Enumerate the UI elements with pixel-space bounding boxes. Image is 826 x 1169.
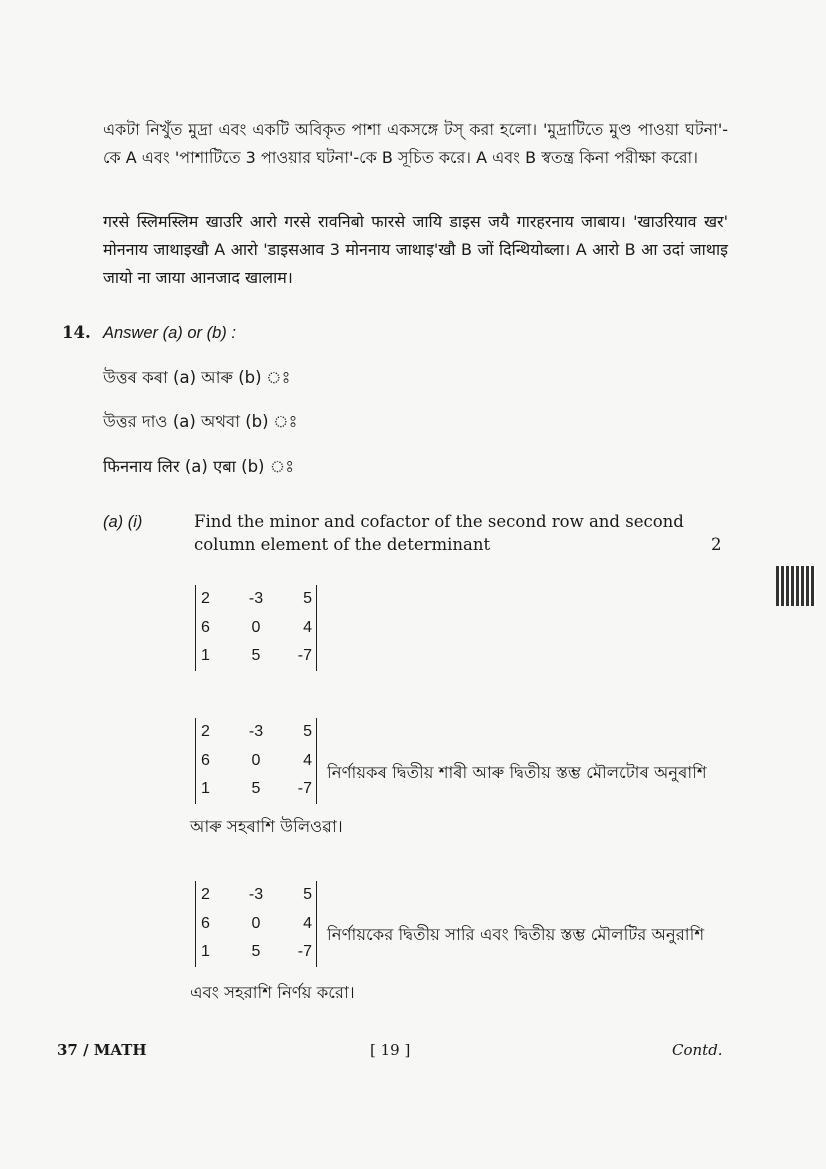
question-assamese-line1: নিৰ্ণায়কৰ দ্বিতীয় শাৰী আৰু দ্বিতীয় স্তম্ভ মৌলটোৰ অনুৰাশি xyxy=(327,763,707,782)
cell: -3 xyxy=(248,886,264,904)
instruction-bodo: फिननाय लिर (a) एबा (b) ঃ xyxy=(103,457,294,476)
cell: -3 xyxy=(248,590,264,608)
cell: -3 xyxy=(248,723,264,741)
cell: 5 xyxy=(303,590,312,608)
cell: 5 xyxy=(251,647,261,665)
instruction-bengali: উত্তর দাও (a) অথবা (b) ঃ xyxy=(103,412,298,431)
cell: 1 xyxy=(201,780,210,798)
cell: 4 xyxy=(303,618,312,636)
determinant-assamese xyxy=(195,718,317,804)
cell: 4 xyxy=(303,751,312,769)
cell: 5 xyxy=(303,723,312,741)
question-english-line1: Find the minor and cofactor of the second row and second xyxy=(194,512,684,531)
cell: 2 xyxy=(201,886,210,904)
cell: -7 xyxy=(297,780,312,798)
determinant-bengali xyxy=(195,881,317,967)
cell: 6 xyxy=(201,914,210,932)
cell: 5 xyxy=(303,886,312,904)
question-number: 14. xyxy=(62,323,91,342)
instruction-english: Answer (a) or (b) : xyxy=(103,324,236,342)
cell: 4 xyxy=(303,914,312,932)
cell: 1 xyxy=(201,647,210,665)
cell: -7 xyxy=(297,647,312,665)
cell: 5 xyxy=(251,943,261,961)
question-bengali-line2: এবং সহরাশি নির্ণয় করো। xyxy=(190,983,355,1002)
cell: 0 xyxy=(251,618,261,636)
cell: 0 xyxy=(251,751,261,769)
cell: 6 xyxy=(201,751,210,769)
question-english-line2: column element of the determinant xyxy=(194,535,491,554)
marks: 2 xyxy=(711,535,722,554)
cell: 2 xyxy=(201,723,210,741)
cell: 0 xyxy=(251,914,261,932)
cell: 1 xyxy=(201,943,210,961)
instruction-assamese: উত্তৰ কৰা (a) আৰু (b) ঃ xyxy=(103,368,291,387)
question-assamese-line2: আৰু সহৰাশি উলিওৱা। xyxy=(190,817,343,836)
cell: 6 xyxy=(201,618,210,636)
determinant-english xyxy=(195,585,317,671)
footer-continued: Contd. xyxy=(672,1041,723,1059)
q13-bodo-text: गरसे स्लिमस्लिम खाउरि आरो गरसे रावनिबो फारसे जायि डाइस जयै गारहरनाय जाबाय। 'खाउरियाव खर' मोननाय जाथाइखौ A आरो 'डाइसआव 3 मोननाय जाथाइ'खौ B जों दिन्थियोब्ला। A आरो B आ उदां जाथाइ जायो ना जाया आनजाद खालाम। xyxy=(103,212,728,287)
cell: 5 xyxy=(251,780,261,798)
footer-page-number: [ 19 ] xyxy=(370,1041,411,1059)
part-label: (a) (i) xyxy=(103,513,143,531)
question-bengali-line1: নির্ণায়কের দ্বিতীয় সারি এবং দ্বিতীয় স্তম্ভ মৌলটির অনুরাশি xyxy=(327,925,705,944)
cell: -7 xyxy=(297,943,312,961)
footer-paper-code: 37 / MATH xyxy=(57,1041,147,1059)
qr-code-icon xyxy=(776,566,816,606)
q13-bengali-text: একটা নিখুঁত মুদ্রা এবং একটি অবিকৃত পাশা একসঙ্গে টস্ করা হলো। 'মুদ্রাটিতে মুণ্ড পাওয়া ঘটনা'-কে A এবং 'পাশাটিতে 3 পাওয়ার ঘটনা'-কে B সূচিত করে। A এবং B স্বতন্ত্র কিনা পরীক্ষা করো। xyxy=(103,120,728,167)
cell: 2 xyxy=(201,590,210,608)
